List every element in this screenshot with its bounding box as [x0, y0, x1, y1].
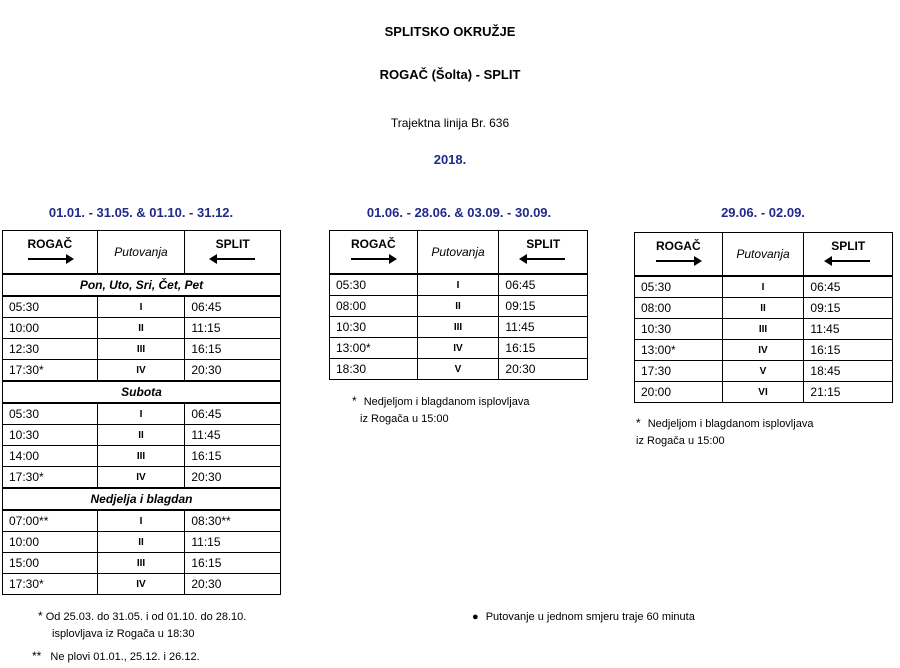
departure-time: 17:30*: [3, 467, 98, 489]
section-header-row: [3, 381, 281, 403]
trip-number: II: [97, 532, 185, 553]
note-text: Nedjeljom i blagdanom isplovljava: [363, 396, 530, 408]
table-row: [330, 338, 588, 359]
asterisk-marker: *: [636, 416, 641, 430]
note-single-star-col1: [38, 608, 246, 643]
section-header-row: [3, 274, 281, 296]
arrow-left-icon: [521, 258, 565, 260]
period-3-heading: 29.06. - 02.09.: [721, 205, 805, 220]
arrival-time: 11:45: [499, 317, 588, 338]
note-text-cont: iz Rogača u 15:00: [636, 435, 725, 447]
trip-number: III: [97, 446, 185, 467]
from-port-label: ROGAČ: [27, 237, 73, 251]
arrival-time: 11:45: [185, 425, 281, 446]
arrow-left-icon: [211, 258, 255, 260]
departure-time: 08:00: [330, 296, 418, 317]
note-col3: [636, 415, 813, 450]
table-row: [3, 467, 281, 489]
trip-number: IV: [97, 467, 185, 489]
section-header-row: [3, 488, 281, 510]
trip-number: VI: [722, 382, 804, 403]
year-label: 2018.: [433, 152, 467, 167]
arrival-time: 06:45: [185, 403, 281, 425]
table-header-row: [635, 233, 893, 277]
trip-number: IV: [97, 360, 185, 382]
departure-time: 05:30: [3, 296, 98, 318]
trip-number: III: [417, 317, 499, 338]
trip-number: V: [722, 361, 804, 382]
table-row: [3, 553, 281, 574]
arrival-time: 16:15: [804, 340, 893, 361]
bullet-icon: ●: [472, 611, 479, 623]
departure-time: 08:00: [635, 298, 723, 319]
asterisk-marker: **: [32, 649, 42, 663]
trip-number: V: [417, 359, 499, 380]
table-row: [635, 361, 893, 382]
trip-number: I: [417, 274, 499, 296]
section-title: Nedjelja i blagdan: [3, 488, 281, 510]
table-row: [3, 403, 281, 425]
arrow-right-icon: [28, 258, 72, 260]
arrival-time: 20:30: [499, 359, 588, 380]
trip-number: I: [97, 510, 185, 532]
note-text: Nedjeljom i blagdanom isplovljava: [647, 418, 814, 430]
departure-time: 17:30: [635, 361, 723, 382]
table-row: [635, 382, 893, 403]
departure-time: 05:30: [635, 276, 723, 298]
to-port-label: SPLIT: [526, 237, 561, 251]
table-row: [3, 446, 281, 467]
arrival-time: 20:30: [185, 574, 281, 595]
line-number: Trajektna linija Br. 636: [390, 116, 510, 130]
to-port-label: SPLIT: [831, 239, 866, 253]
table-row: [3, 532, 281, 553]
table-row: [635, 298, 893, 319]
trip-number: II: [417, 296, 499, 317]
table-row: [3, 339, 281, 360]
departure-time: 17:30*: [3, 574, 98, 595]
section-title: Pon, Uto, Sri, Čet, Pet: [3, 274, 281, 296]
note-col2: [352, 393, 529, 428]
departure-time: 18:30: [330, 359, 418, 380]
table-row: [635, 340, 893, 361]
arrival-time: 08:30**: [185, 510, 281, 532]
arrival-time: 06:45: [499, 274, 588, 296]
trip-number: IV: [97, 574, 185, 595]
arrival-time: 16:15: [499, 338, 588, 359]
duration-text: Putovanje u jednom smjeru traje 60 minuta: [485, 611, 695, 623]
note-text-cont: iz Rogača u 15:00: [360, 413, 449, 425]
arrival-time: 16:15: [185, 339, 281, 360]
table-row: [3, 574, 281, 595]
to-port-label: SPLIT: [215, 237, 250, 251]
timetable-period-2: [329, 230, 588, 380]
departure-time: 05:30: [3, 403, 98, 425]
arrival-time: 11:15: [185, 532, 281, 553]
table-row: [3, 510, 281, 532]
table-row: [635, 319, 893, 340]
arrival-time: 16:15: [185, 553, 281, 574]
table-row: [3, 296, 281, 318]
note-double-star-col1: [32, 648, 200, 666]
asterisk-marker: *: [352, 394, 357, 408]
region-title: SPLITSKO OKRUŽJE: [384, 24, 516, 39]
departure-time: 10:00: [3, 318, 98, 339]
trip-number: I: [97, 296, 185, 318]
departure-time: 13:00*: [635, 340, 723, 361]
note-text-cont: isplovljava iz Rogača u 18:30: [52, 628, 195, 640]
trips-label: Putovanja: [722, 233, 804, 277]
arrival-time: 18:45: [804, 361, 893, 382]
route-title: ROGAČ (Šolta) - SPLIT: [379, 67, 521, 82]
trip-number: III: [97, 553, 185, 574]
departure-time: 10:30: [3, 425, 98, 446]
arrival-time: 20:30: [185, 360, 281, 382]
table-row: [3, 425, 281, 446]
departure-time: 07:00**: [3, 510, 98, 532]
trip-number: III: [722, 319, 804, 340]
trip-number: I: [722, 276, 804, 298]
arrival-time: 20:30: [185, 467, 281, 489]
table-row: [3, 318, 281, 339]
departure-time: 13:00*: [330, 338, 418, 359]
arrival-time: 11:15: [185, 318, 281, 339]
arrival-time: 09:15: [804, 298, 893, 319]
trip-number: I: [97, 403, 185, 425]
table-header-row: [3, 231, 281, 275]
trip-number: IV: [722, 340, 804, 361]
from-port-label: ROGAČ: [350, 237, 396, 251]
table-row: [330, 274, 588, 296]
arrival-time: 06:45: [804, 276, 893, 298]
trip-number: II: [97, 425, 185, 446]
departure-time: 05:30: [330, 274, 418, 296]
note-text: Od 25.03. do 31.05. i od 01.10. do 28.10.: [45, 611, 247, 623]
duration-note: [472, 609, 695, 626]
departure-time: 10:00: [3, 532, 98, 553]
trip-number: IV: [417, 338, 499, 359]
asterisk-marker: *: [38, 609, 43, 623]
section-title: Subota: [3, 381, 281, 403]
table-row: [330, 317, 588, 338]
period-1-heading: 01.01. - 31.05. & 01.10. - 31.12.: [48, 205, 234, 220]
trips-label: Putovanja: [417, 231, 499, 275]
trip-number: III: [97, 339, 185, 360]
table-row: [3, 360, 281, 382]
departure-time: 17:30*: [3, 360, 98, 382]
trips-label: Putovanja: [97, 231, 185, 275]
departure-time: 15:00: [3, 553, 98, 574]
table-row: [330, 296, 588, 317]
departure-time: 20:00: [635, 382, 723, 403]
arrival-time: 16:15: [185, 446, 281, 467]
arrival-time: 21:15: [804, 382, 893, 403]
arrival-time: 09:15: [499, 296, 588, 317]
period-2-heading: 01.06. - 28.06. & 03.09. - 30.09.: [366, 205, 552, 220]
arrival-time: 06:45: [185, 296, 281, 318]
timetable-period-1: [2, 230, 281, 595]
departure-time: 12:30: [3, 339, 98, 360]
arrow-right-icon: [656, 260, 700, 262]
arrow-right-icon: [351, 258, 395, 260]
table-row: [330, 359, 588, 380]
arrival-time: 11:45: [804, 319, 893, 340]
trip-number: II: [97, 318, 185, 339]
from-port-label: ROGAČ: [655, 239, 701, 253]
departure-time: 10:30: [635, 319, 723, 340]
table-row: [635, 276, 893, 298]
timetable-period-3: [634, 232, 893, 403]
table-header-row: [330, 231, 588, 275]
departure-time: 14:00: [3, 446, 98, 467]
note-text: Ne plovi 01.01., 25.12. i 26.12.: [50, 651, 200, 663]
trip-number: II: [722, 298, 804, 319]
departure-time: 10:30: [330, 317, 418, 338]
arrow-left-icon: [826, 260, 870, 262]
